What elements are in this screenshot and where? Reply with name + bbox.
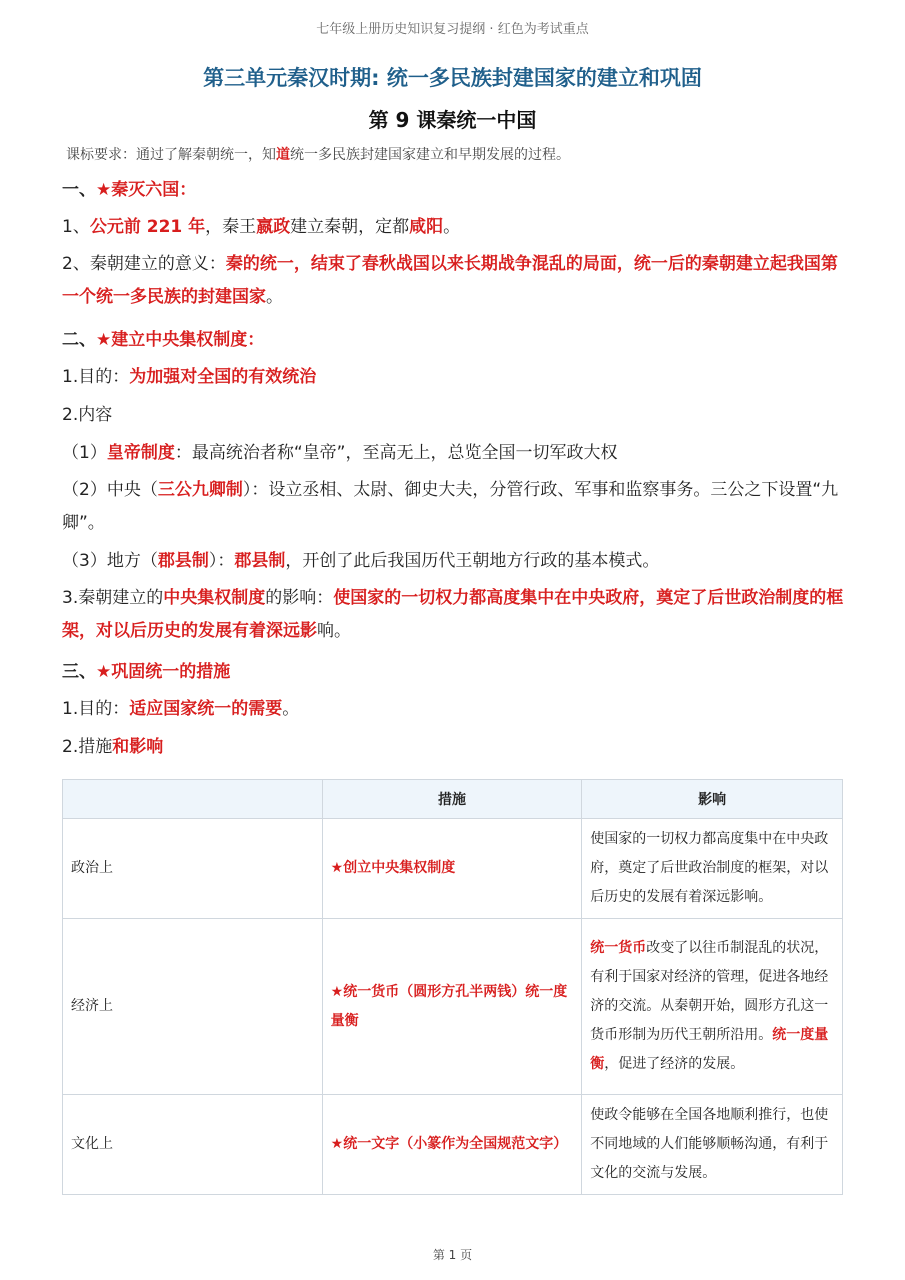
table-cell-impact: 使国家的一切权力都高度集中在中央政府，奠定了后世政治制度的框架，对以后历史的发展有着深远影响。	[582, 819, 843, 919]
measures-table	[62, 779, 843, 1195]
section-3-heading	[62, 660, 852, 684]
section-2-item-4	[62, 474, 852, 540]
text: 的影响：	[265, 588, 334, 608]
text: 1、	[62, 217, 90, 237]
text: 建立秦朝，定都	[290, 217, 410, 237]
text: 1.目的：	[62, 367, 130, 387]
table-cell-area: 经济上	[63, 919, 323, 1095]
table-row	[63, 819, 843, 919]
section-title: ★建立中央集权制度：	[96, 330, 265, 350]
section-2-heading	[62, 328, 852, 352]
key-text: 统一货币	[590, 940, 647, 956]
text: ）：	[208, 551, 235, 571]
text: ）：设立丞相、太尉、御史大夫，分管行政、军事和监察事务。三公之下设置“九卿”。	[62, 480, 839, 533]
text: 改变了以往币制混乱的状况，有利于国家对经济的管理，促进各地经济的交流。从秦朝开始，圆形方孔这一货币形制为历代王朝所沿用。	[590, 940, 829, 1043]
key-text: 三公九卿制	[157, 480, 243, 500]
key-text: 公元前 221 年	[89, 217, 206, 237]
table-header-cell: 措施	[322, 780, 582, 819]
table-cell-area: 政治上	[63, 819, 323, 919]
key-text: 使国家的一切权力都高度集中在中央政府，奠定了后世政治制度的框架，对以后历史的发展有着深远影	[62, 588, 844, 641]
table-cell-measure: ★统一货币（圆形方孔半两钱）统一度量衡	[322, 919, 582, 1095]
table-row	[63, 1095, 843, 1195]
text: ：最高统治者称“皇帝”，至高无上，总览全国一切军政大权	[174, 443, 618, 463]
text: （3）地方（	[62, 551, 158, 571]
table-cell-measure: ★创立中央集权制度	[322, 819, 582, 919]
text: （2）中央（	[62, 480, 158, 500]
text: 。	[282, 699, 300, 719]
key-text: 为加强对全国的有效统治	[129, 367, 317, 387]
table-header-row	[63, 780, 843, 819]
section-2-item-1	[62, 364, 852, 390]
text: 3.秦朝建立的	[62, 588, 164, 608]
text: 。	[443, 217, 461, 237]
key-text: 嬴政	[256, 217, 291, 237]
section-2-item-3	[62, 440, 852, 466]
key-text: 统一度量衡	[590, 1027, 829, 1072]
section-number: 二、	[62, 330, 96, 350]
text: 2、秦朝建立的意义：	[62, 254, 226, 274]
section-2-item-2: 2.内容	[62, 405, 113, 425]
key-text: 咸阳	[409, 217, 444, 237]
table-cell-area: 文化上	[63, 1095, 323, 1195]
table-row	[63, 919, 843, 1095]
section-title: ★巩固统一的措施	[96, 662, 231, 682]
key-text: 中央集权制度	[163, 588, 266, 608]
section-title: ★秦灭六国：	[96, 180, 197, 200]
section-3-item-1	[62, 696, 852, 722]
requirement-text: 课标要求：通过了解秦朝统一，知	[66, 147, 276, 163]
key-text: 秦的统一，结束了春秋战国以来长期战争混乱的局面，统一后的秦朝建立起我国第一个统一多民族的封建国家	[62, 254, 838, 307]
section-2-item-5	[62, 548, 852, 574]
section-number: 一、	[62, 180, 96, 200]
text: 。	[266, 287, 283, 307]
page-header: 七年级上册历史知识复习提纲 · 红色为考试重点	[316, 22, 589, 37]
section-2-item-6	[62, 582, 852, 648]
key-text: 适应国家统一的需要	[129, 699, 283, 719]
text: ，促进了经济的发展。	[604, 1056, 745, 1072]
requirement-key: 道	[276, 147, 290, 163]
section-3-item-2	[62, 734, 852, 760]
requirement-text-end: 统一多民族封建国家建立和早期发展的过程。	[290, 147, 570, 163]
section-1-item-2	[62, 248, 852, 314]
section-1-item-1	[62, 214, 852, 240]
text: ，秦王	[205, 217, 257, 237]
lesson-title: 第 9 课秦统一中国	[368, 108, 537, 132]
text: ，开创了此后我国历代王朝地方行政的基本模式。	[285, 551, 660, 571]
key-text: 皇帝制度	[106, 443, 175, 463]
curriculum-requirement	[66, 146, 852, 164]
page-number: 第 1 页	[432, 1248, 473, 1262]
notes-content	[62, 146, 852, 760]
unit-title: 第三单元秦汉时期: 统一多民族封建国家的建立和巩固	[203, 66, 702, 90]
key-text: 和影响	[112, 737, 164, 757]
table-cell-measure: ★统一文字（小篆作为全国规范文字）	[322, 1095, 582, 1195]
table-cell-impact	[582, 919, 843, 1095]
section-1-heading	[62, 178, 852, 202]
table-header-cell: 影响	[582, 780, 843, 819]
text: 响。	[317, 621, 351, 641]
text: （1）	[62, 443, 107, 463]
key-text: 郡县制	[234, 551, 286, 571]
table-header-cell	[63, 780, 323, 819]
key-text: 郡县制	[157, 551, 209, 571]
table-cell-impact: 使政令能够在全国各地顺利推行，也使不同地域的人们能够顺畅沟通，有利于文化的交流与发展。	[582, 1095, 843, 1195]
section-number: 三、	[62, 662, 96, 682]
text: 2.措施	[62, 737, 113, 757]
text: 1.目的：	[62, 699, 130, 719]
